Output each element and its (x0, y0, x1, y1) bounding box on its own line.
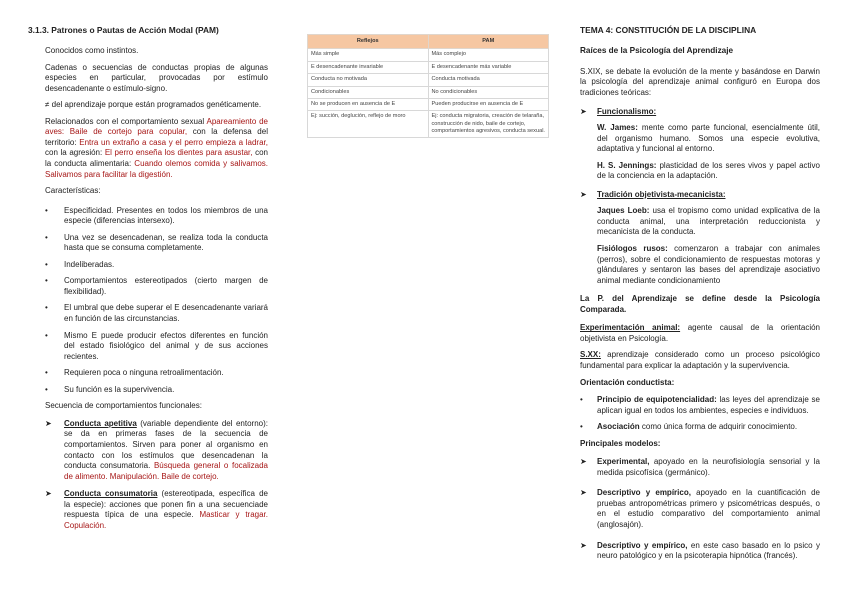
loeb-name: Jaques Loeb: (597, 206, 650, 216)
james-name: W. James: (597, 123, 638, 133)
topic-heading: TEMA 4: CONSTITUCIÓN DE LA DISCIPLINA (580, 25, 757, 35)
arrow-icon: ➤ (580, 457, 587, 467)
arrow-icon: ➤ (45, 489, 52, 499)
bullet-icon: • (580, 422, 583, 432)
list-item: • Comportamientos estereotipados (cierto margen de flexibilidad). (45, 276, 268, 296)
models-list (580, 457, 820, 561)
table-cell: E desencadenante más variable (428, 61, 549, 73)
table-cell: Más complejo (428, 49, 549, 61)
russians-paragraph: Fisiólogos rusos: comenzaron a trabajar con animales (perros), sobre el condicionamiento de respuestas motoras y glándulares y sentaron las bases del aprendizaje asociativo animal mediante condicionamiento (597, 244, 821, 285)
bullet-icon: • (45, 232, 48, 242)
list-item: • Especificidad. Presentes en todos los miembros de una especie (diferencias intersexo). (45, 205, 268, 226)
behaviorist-orientation: Orientación conductista: (580, 377, 675, 387)
arrow-icon: ➤ (45, 418, 52, 428)
related-example-1: Apareamiento de aves: Baile de cortejo para copular, (45, 116, 268, 137)
list-item: ➤ Conducta apetitiva (variable dependiente del entorno): se da en primeras fases de la secuencia de comportamientos. Sirven para poner al organismo en contacto con los estímulos que desencadenan la conducta consumatoria. Búsqueda general o focalizada de alimento. Manipulación. Baile de cortejo. (45, 418, 268, 481)
bullet-icon: • (45, 384, 48, 394)
sxx-title: S.XX: (580, 350, 601, 360)
table-cell: Más simple (308, 49, 429, 61)
related-example-2: Entra un extraño a casa y el perro empieza a ladrar, (79, 137, 268, 147)
comparison-table (307, 34, 549, 138)
list-item: • Su función es la supervivencia. (45, 384, 175, 394)
related-text-4: con la conducta alimentaria: (45, 148, 268, 169)
james-paragraph: W. James: mente como parte funcional, esencialmente útil, del organismo humano. Somos una especie evolutiva, adaptativa y funcional al entorno. (597, 123, 820, 154)
roots-subheading: Raíces de la Psicología del Aprendizaje (580, 46, 734, 56)
left-column (28, 25, 268, 538)
arrow-icon: ➤ (580, 540, 587, 550)
table-header-row (308, 35, 549, 49)
models-title: Principales modelos: (580, 438, 661, 448)
table-row (308, 86, 549, 98)
table-row (308, 61, 549, 73)
bullet-icon: • (45, 330, 48, 340)
experimentation-title: Experimentación animal: (580, 323, 681, 333)
model-experimental: Experimental, (597, 457, 650, 467)
table-cell: No se producen en ausencia de E (308, 98, 429, 110)
right-column (580, 25, 820, 569)
objectivist-title: Tradición objetivista-mecanicista: (597, 189, 726, 199)
appetitive-example: Búsqueda general o focalizada de alimento. Manipulación. Baile de cortejo. (64, 461, 268, 481)
middle-column (307, 34, 549, 138)
bullet-icon: • (45, 303, 48, 313)
bullet-icon: • (45, 259, 48, 269)
arrow-icon: ➤ (580, 189, 587, 199)
experimentation-paragraph: Experimentación animal: agente causal de la orientación objetivista en Psicología. (580, 323, 821, 343)
list-item: • Principio de equipotencialidad: las leyes del aprendizaje se aplican igual en todos los ambientes, especies e individuos. (580, 395, 820, 415)
arrow-icon: ➤ (580, 106, 587, 116)
consummatory-title: Conducta consumatoria (64, 489, 158, 499)
list-item: • Requieren poca o ninguna retroalimentación. (45, 368, 224, 378)
related-example-3: El perro enseña los dientes para asustar, (104, 148, 253, 158)
traditions-list (580, 107, 820, 118)
arrow-icon: ➤ (580, 488, 587, 498)
table-cell: Condicionables (308, 86, 429, 98)
list-item: • Asociación como única forma de adquirir conocimiento. (580, 422, 798, 432)
related-text-3: con la agresión: (45, 148, 105, 158)
behaviorist-list (580, 395, 820, 433)
characteristics-list (45, 206, 268, 396)
russians-name: Fisiólogos rusos: (597, 244, 668, 254)
list-item (580, 107, 820, 118)
table-row (308, 74, 549, 86)
list-item: ➤ Descriptivo y empírico, en este caso basado en lo psico y neuro patológico y en la psicoterapia hipnótica (francés). (580, 540, 821, 561)
table-cell: Conducta motivada (428, 74, 549, 86)
intro-text: Conocidos como instintos. (45, 46, 139, 56)
sxx-paragraph: S.XX: aprendizaje considerado como un proceso psicológico fundamental para explicar la adaptación y la supervivencia. (580, 350, 820, 370)
association-title: Asociación (597, 422, 640, 432)
table-cell: Conducta no motivada (308, 74, 429, 86)
bullet-icon: • (45, 276, 48, 286)
list-item: ➤ Experimental, apoyado en la neurofisiología sensorial y la medida psicofísica (germánico). (580, 457, 820, 477)
related-text-2: con la defensa del territorio: (45, 127, 268, 147)
table-cell: No condicionables (428, 86, 549, 98)
list-item: • Indeliberadas. (45, 259, 115, 269)
roots-intro: S.XIX, se debate la evolución de la mente y basándose en Darwin la psicología del aprendizaje animal configuró en Europa dos tradiciones teóricas: (580, 66, 820, 98)
bullet-icon: • (45, 368, 48, 378)
related-example-4: Cuando olemos comida y salivamos. Salivamos para facilitar la digestión. (45, 159, 269, 179)
appetitive-title: Conducta apetitiva (64, 418, 137, 428)
list-item: • Una vez se desencadenan, se realiza toda la conducta hasta que se consuma completamente. (45, 232, 268, 253)
characteristics-title: Características: (45, 186, 101, 196)
jennings-name: H. S. Jennings: (597, 160, 657, 170)
table-cell: Ej: conducta migratoria, creación de telaraña, construcción de nido, baile de cortejo, comportamientos agresivos, conducta sexual. (428, 111, 549, 138)
table-cell: E desencadenante invariable (308, 61, 429, 73)
model-descriptive: Descriptivo y empírico, (597, 488, 691, 498)
related-paragraph (45, 117, 268, 180)
table-cell: Ej: succión, deglución, reflejo de moro (308, 111, 429, 138)
consummatory-example: Masticar y tragar. Copulación. (64, 510, 268, 530)
functionalism-title: Funcionalismo: (597, 106, 657, 116)
model-descriptive-french: Descriptivo y empírico, (597, 540, 688, 550)
sequence-list (45, 419, 268, 531)
definition-text: Cadenas o secuencias de conductas propias de algunas especies en particular, provocadas por estímulo desencadenante o estímulo-signo. (45, 62, 268, 93)
comparative-definition: La P. del Aprendizaje se define desde la Psicología Comparada. (580, 294, 820, 314)
loeb-paragraph: Jaques Loeb: usa el tropismo como unidad explicativa de la conducta animal, una interpretación reduccionista y mecanicista de la conducta. (597, 206, 820, 237)
list-item (580, 190, 820, 201)
list-item: • El umbral que debe superar el E desencadenante variará en función de las circunstancias. (45, 303, 268, 324)
bullet-icon: • (580, 395, 583, 405)
related-text-1: Relacionados con el comportamiento sexual (45, 116, 207, 126)
section-heading: 3.1.3. Patrones o Pautas de Acción Modal (PAM) (28, 25, 219, 35)
table-header: Reflejos (308, 35, 429, 49)
table-row (308, 49, 549, 61)
list-item: ➤ Conducta consumatoria (estereotipada, específica de la especie): acciones que ponen fin a una secuenciade respuesta típica de una especie. Masticar y tragar. Copulación. (45, 489, 268, 530)
table-header: PAM (428, 35, 549, 49)
bullet-icon: • (45, 205, 48, 215)
table-cell: Pueden producirse en ausencia de E (428, 98, 549, 110)
jennings-paragraph: H. S. Jennings: plasticidad de los seres vivos y papel activo de la conciencia en la adaptación. (597, 160, 820, 181)
table-row (308, 111, 549, 138)
table-row (308, 98, 549, 110)
list-item: • Mismo E puede producir efectos diferentes en función del estado fisiológico del animal y de sus acciones recientes. (45, 330, 268, 361)
list-item: ➤ Descriptivo y empírico, apoyado en la cuantificación de pruebas antropométricas primero y psicométricas después, o en el estudio comparativo del comportamiento animal (anglosajón). (580, 488, 820, 529)
sequence-title: Secuencia de comportamientos funcionales: (45, 401, 202, 411)
difference-text: ≠ del aprendizaje porque están programados genéticamente. (45, 100, 262, 110)
traditions-list-2 (580, 190, 820, 201)
equipotentiality-title: Principio de equipotencialidad: (597, 395, 717, 405)
